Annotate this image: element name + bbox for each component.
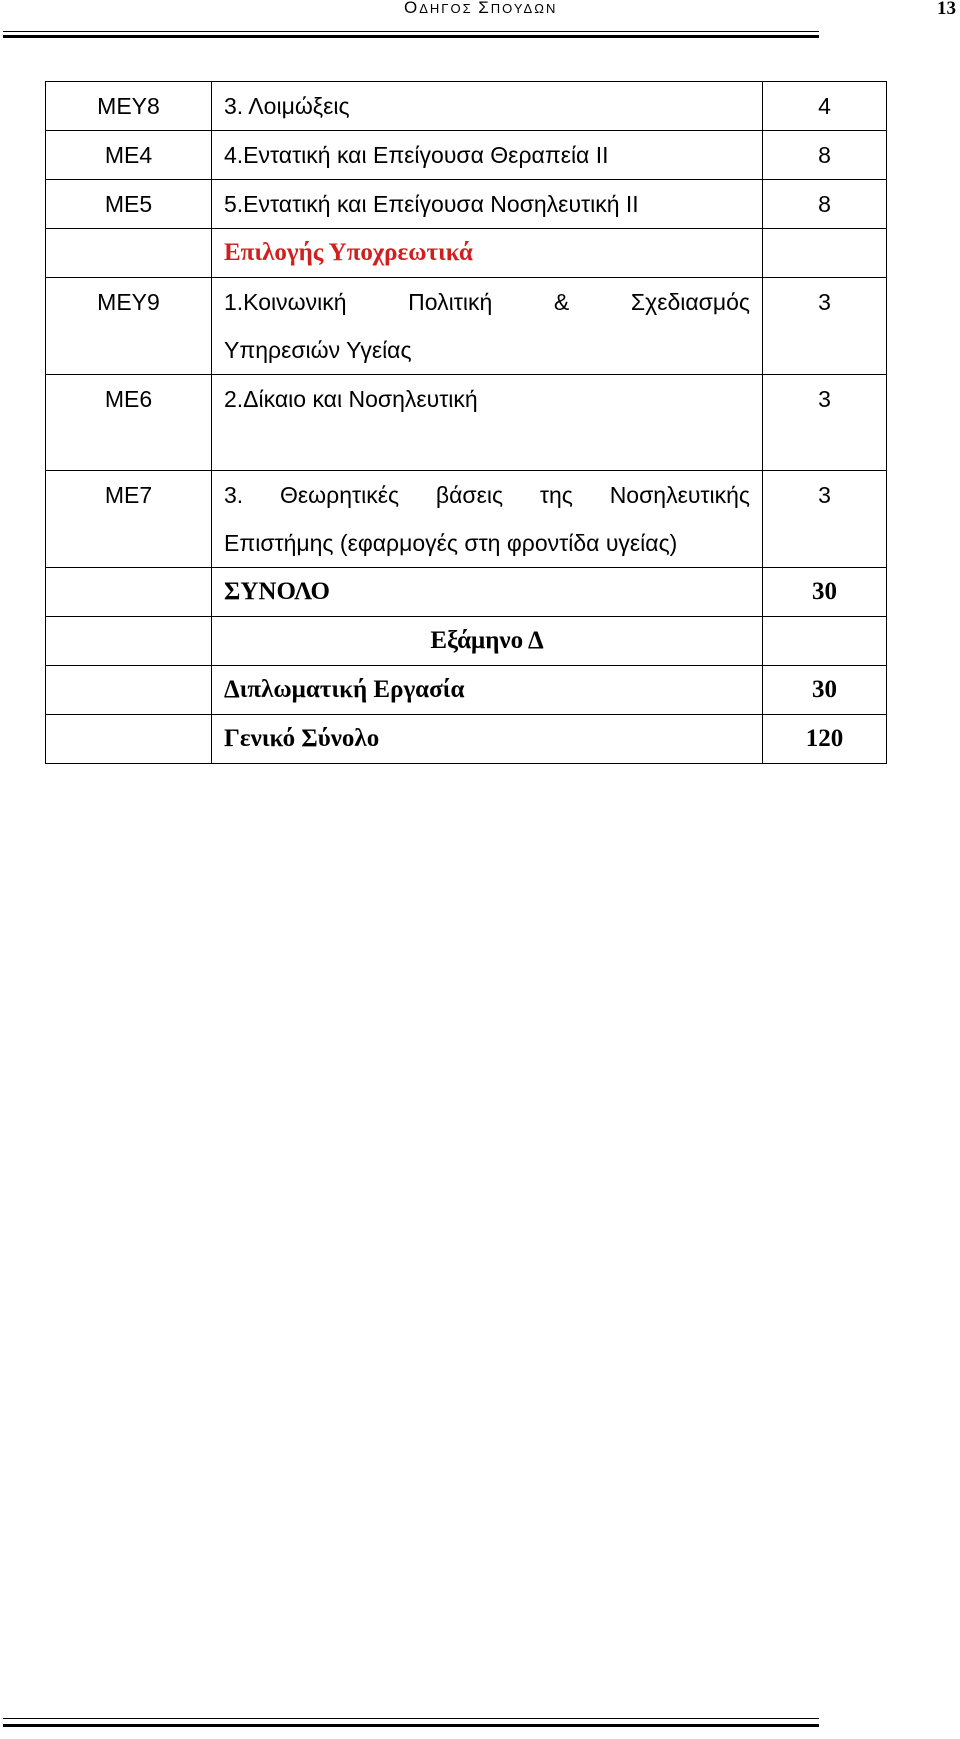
table-row <box>46 131 887 180</box>
course-code: ΜΕ5 <box>46 180 212 229</box>
course-title <box>212 471 763 568</box>
course-code <box>46 229 212 278</box>
course-credits: 3 <box>763 278 887 375</box>
course-credits <box>763 617 887 666</box>
course-title: 4.Εντατική και Επείγουσα Θεραπεία ΙΙ <box>212 131 763 180</box>
total-credits: 30 <box>763 568 887 617</box>
course-credits: 3 <box>763 375 887 471</box>
footer-rule-thick <box>3 1724 819 1727</box>
table-row <box>46 715 887 764</box>
grand-total-label: Γενικό Σύνολο <box>212 715 763 764</box>
course-title-line1: 3. Θεωρητικές βάσεις της Νοσηλευτικής <box>224 482 750 508</box>
course-code <box>46 617 212 666</box>
course-title-line2: Υπηρεσιών Υγείας <box>224 337 412 363</box>
course-code: ΜΕ4 <box>46 131 212 180</box>
table-row <box>46 82 887 131</box>
table-row <box>46 617 887 666</box>
course-credits: 3 <box>763 471 887 568</box>
course-title: 3. Λοιμώξεις <box>212 82 763 131</box>
running-header-title: ΟΔΗΓΟΣ ΣΠΟΥΔΩΝ <box>404 0 558 17</box>
course-credits: 8 <box>763 180 887 229</box>
course-code <box>46 666 212 715</box>
table-row <box>46 229 887 278</box>
header-rule-thick <box>3 35 819 38</box>
table-row <box>46 471 887 568</box>
course-title: 5.Εντατική και Επείγουσα Νοσηλευτική ΙΙ <box>212 180 763 229</box>
course-credits: 8 <box>763 131 887 180</box>
course-title: 2.Δίκαιο και Νοσηλευτική <box>212 375 763 471</box>
course-code <box>46 568 212 617</box>
table-row <box>46 568 887 617</box>
course-title-line1: 1.Κοινωνική Πολιτική & Σχεδιασμός <box>224 289 750 315</box>
course-code <box>46 715 212 764</box>
page-number: 13 <box>937 0 956 19</box>
thesis-credits: 30 <box>763 666 887 715</box>
course-code: ΜΕΥ9 <box>46 278 212 375</box>
course-credits: 4 <box>763 82 887 131</box>
grand-total-credits: 120 <box>763 715 887 764</box>
header-rule-thin <box>3 31 819 32</box>
course-credits <box>763 229 887 278</box>
table-row <box>46 180 887 229</box>
course-code: ΜΕ6 <box>46 375 212 471</box>
curriculum-table <box>45 81 887 764</box>
thesis-label: Διπλωματική Εργασία <box>212 666 763 715</box>
course-code: ΜΕ7 <box>46 471 212 568</box>
course-code: ΜΕΥ8 <box>46 82 212 131</box>
course-title <box>212 278 763 375</box>
semester-heading: Εξάμηνο Δ <box>212 617 763 666</box>
table-row <box>46 375 887 471</box>
table-row <box>46 278 887 375</box>
total-label: ΣΥΝΟΛΟ <box>212 568 763 617</box>
footer-rule-thin <box>3 1718 819 1719</box>
course-title-line2: Επιστήμης (εφαρμογές στη φροντίδα υγείας) <box>224 530 678 556</box>
table-row <box>46 666 887 715</box>
section-heading: Επιλογής Υποχρεωτικά <box>212 229 763 278</box>
